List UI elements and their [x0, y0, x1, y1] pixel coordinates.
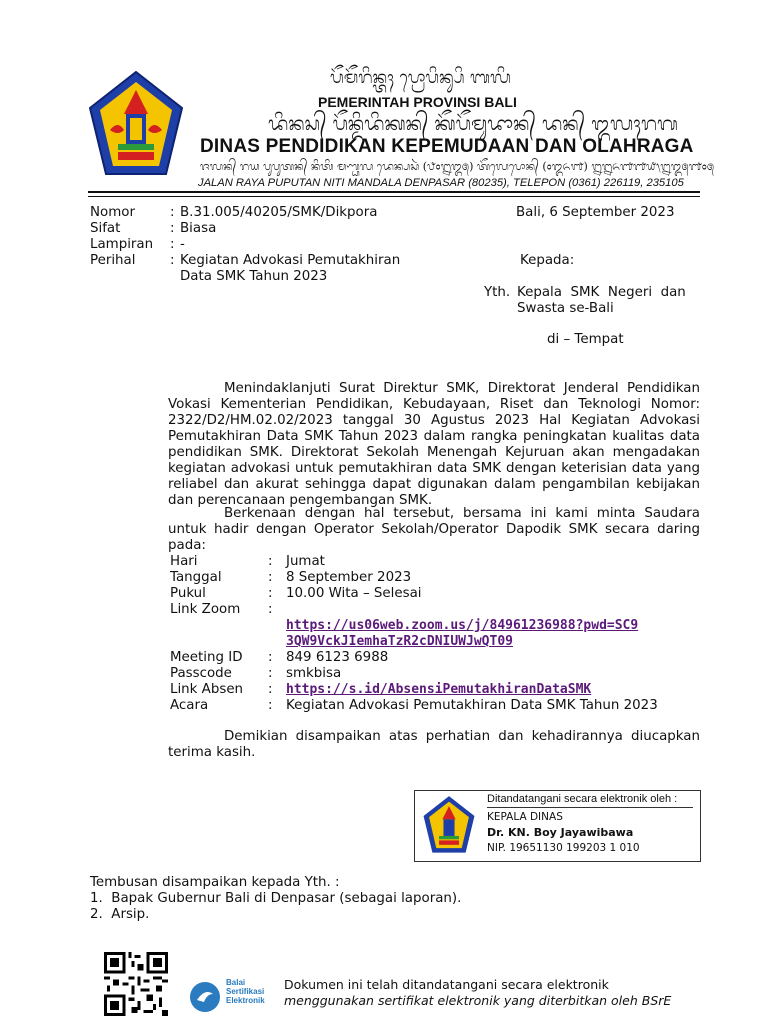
- header-address: JALAN RAYA PUPUTAN NITI MANDALA DENPASAR (80235), TELEPON (0361) 226119, 235105: [198, 177, 684, 189]
- zoom-colon: :: [268, 602, 273, 617]
- header-script-line-1: ᬧᭂᬫᭂᬭᬶᬦ᭄ᬢᬄ ᬧ᭄ᬭᭀᬧᬶᬦ᭄ᬲᬶ ᬩᬮᬶ: [330, 68, 511, 88]
- tembusan-item-2: 2. Arsip.: [90, 907, 150, 922]
- header-script-line-2: ᬤᬶᬦᬲ᭄ ᬧᭂᬦ᭄ᬤᬶᬤᬶᬓᬦ᭄ ᬓᭂᬧᭂᬫᬸᬤᬵᬦ᭄ ᬤᬦ᭄ ᬑᬮᬄᬭᬕ: [268, 113, 678, 135]
- nomor-label: Nomor: [90, 205, 135, 220]
- absen-colon: :: [268, 682, 273, 697]
- header-office-title: DINAS PENDIDIKAN KEPEMUDAAN DAN OLAHRAGA: [200, 136, 694, 157]
- zoom-link-line-1[interactable]: https://us06web.zoom.us/j/84961236988?pwd=SC9: [286, 618, 639, 633]
- perihal-colon: :: [170, 253, 175, 268]
- sifat-value: Biasa: [180, 221, 217, 236]
- acara-value: Kegiatan Advokasi Pemutakhiran Data SMK Tahun 2023: [286, 698, 658, 713]
- hari-colon: :: [268, 554, 273, 569]
- absen-link[interactable]: https://s.id/AbsensiPemutakhiranDataSMK: [286, 682, 592, 697]
- lampiran-label: Lampiran: [90, 237, 154, 252]
- nomor-colon: :: [170, 205, 175, 220]
- nomor-value: B.31.005/40205/SMK/Dikpora: [180, 205, 378, 220]
- recipient-line-1: Kepala SMK Negeri dan: [517, 285, 686, 300]
- hari-value: Jumat: [286, 554, 325, 569]
- bsre-logo-text: [226, 978, 265, 1005]
- zoom-label: Link Zoom: [170, 602, 241, 617]
- recipient-line-2: Swasta se-Bali: [517, 301, 614, 316]
- header-script-line-3: ᬚᬮᬦ᭄ ᬭᬬ ᬧᬸᬧᬸᬢᬦ᭄ ᬦᬶᬢᬶ ᬫᬡ᭄ᬟᬮ ᬤᬾᬦ᭄ᬧᬲᬃ (᭘᭐᭒᭓᭕) ᬢᭂᬮᬾᬧᭀᬦ᭄ (᭐᭓᭖᭑) ᭒᭒᭖᭑᭑᭙᭞᭒᭓᭕᭑᭐᭕: [200, 160, 715, 173]
- recipient-yth: Yth.: [484, 285, 511, 300]
- signature-divider: [487, 807, 693, 808]
- tanggal-value: 8 September 2023: [286, 570, 412, 585]
- sifat-colon: :: [170, 221, 175, 236]
- acara-label: Acara: [170, 698, 209, 713]
- perihal-value-line-2: Data SMK Tahun 2023: [180, 269, 328, 284]
- meeting-id-colon: :: [268, 650, 273, 665]
- hari-label: Hari: [170, 554, 198, 569]
- perihal-value-line-1: Kegiatan Advokasi Pemutakhiran: [180, 253, 401, 268]
- passcode-value: smkbisa: [286, 666, 342, 681]
- bsre-line-1: Balai: [226, 978, 246, 987]
- closing-paragraph: Demikian disampaikan atas perhatian dan kehadirannya diucapkan terima kasih.: [168, 729, 700, 760]
- pukul-label: Pukul: [170, 586, 206, 601]
- meeting-id-value: 849 6123 6988: [286, 650, 389, 665]
- header-divider-thin: [88, 196, 700, 197]
- pukul-colon: :: [268, 586, 273, 601]
- recipient-kepada: Kepada:: [520, 253, 575, 268]
- recipient-place: di – Tempat: [547, 332, 624, 347]
- signature-emblem: [419, 795, 479, 857]
- signature-nip: NIP. 19651130 199203 1 010: [487, 842, 640, 854]
- header-divider-thick: [88, 191, 700, 193]
- bsre-line-3: Elektronik: [226, 996, 265, 1005]
- lampiran-value: -: [180, 237, 185, 252]
- meeting-id-label: Meeting ID: [170, 650, 243, 665]
- bali-province-emblem: [88, 70, 184, 182]
- electronic-signature-box: [414, 790, 701, 862]
- passcode-colon: :: [268, 666, 273, 681]
- passcode-label: Passcode: [170, 666, 232, 681]
- sifat-label: Sifat: [90, 221, 121, 236]
- qr-code: [104, 952, 168, 1016]
- tanggal-label: Tanggal: [170, 570, 222, 585]
- letter-date: Bali, 6 September 2023: [516, 205, 675, 220]
- tembusan-title: Tembusan disampaikan kepada Yth. :: [90, 875, 340, 890]
- bsre-line-2: Sertifikasi: [226, 987, 265, 996]
- body-paragraph-2: Berkenaan dengan hal tersebut, bersama ini kami minta Saudara untuk hadir dengan Operator Sekolah/Operator Dapodik SMK secara daring pada:: [168, 506, 700, 553]
- tanggal-colon: :: [268, 570, 273, 585]
- bsre-emblem-icon: [188, 980, 222, 1014]
- perihal-label: Perihal: [90, 253, 136, 268]
- zoom-link-line-2[interactable]: 3QW9VckJIemhaTzR2cDNIUWJwQT09: [286, 634, 513, 649]
- absen-label: Link Absen: [170, 682, 244, 697]
- acara-colon: :: [268, 698, 273, 713]
- pukul-value: 10.00 Wita – Selesai: [286, 586, 422, 601]
- header-province-title: PEMERINTAH PROVINSI BALI: [318, 94, 517, 110]
- body-paragraph-1: Menindaklanjuti Surat Direktur SMK, Direktorat Jenderal Pendidikan Vokasi Kementerian Pendidikan, Kebudayaan, Riset dan Teknologi Nomor: 2322/D2/HM.02.02/2023 tanggal 30 Agustus 2023 Hal Kegiatan Advokasi Pemutakhiran Data SMK Tahun 2023 dalam rangka peningkatan kualitas data pendidikan SMK. Direktorat Sekolah Menengah Kejuruan akan mengadakan kegiatan advokasi untuk pemutakhiran data SMK dengan keterisian data yang reliabel dan akurat sehingga dapat digunakan dalam pengambilan kebijakan dan perencanaan pengembangan SMK.: [168, 381, 700, 508]
- signature-name: Dr. KN. Boy Jayawibawa: [487, 826, 634, 839]
- signature-position: KEPALA DINAS: [487, 811, 563, 823]
- footer-note-line-2: menggunakan sertifikat elektronik yang diterbitkan oleh BSrE: [284, 993, 672, 1008]
- lampiran-colon: :: [170, 237, 175, 252]
- footer-note-line-1: Dokumen ini telah ditandatangani secara elektronik: [284, 977, 609, 992]
- tembusan-item-1: 1. Bapak Gubernur Bali di Denpasar (sebagai laporan).: [90, 891, 462, 906]
- signature-heading: Ditandatangani secara elektronik oleh :: [487, 793, 678, 805]
